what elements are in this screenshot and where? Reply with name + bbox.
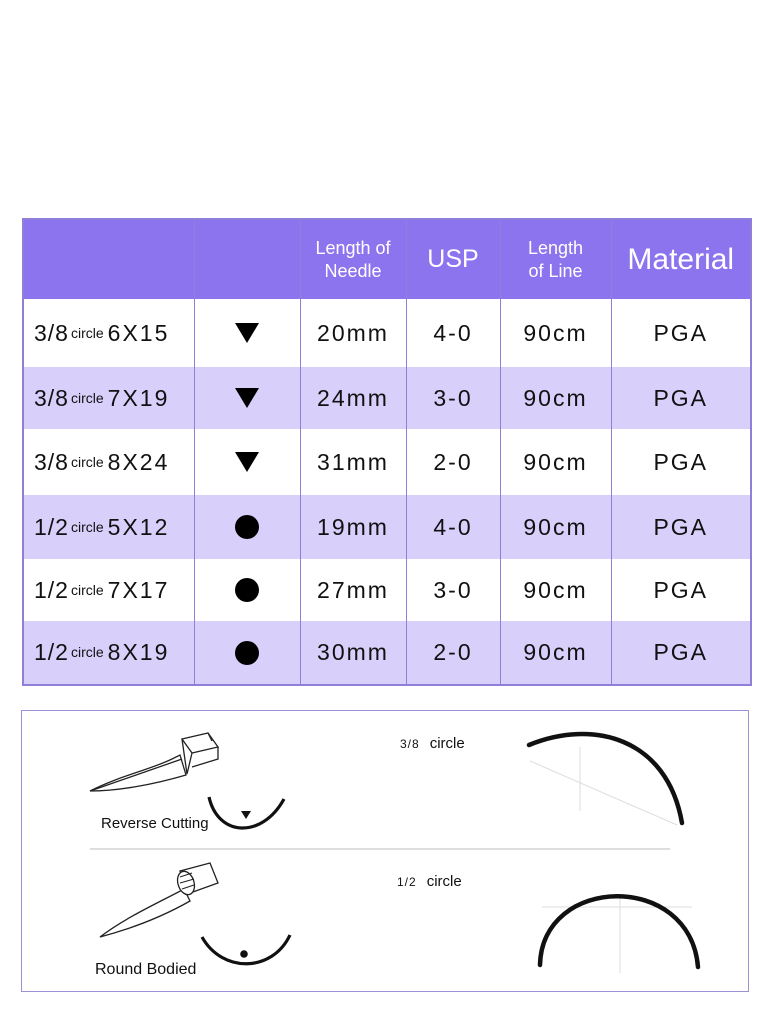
reverse-cutting-label: Reverse Cutting	[101, 815, 209, 832]
spec-size: 7X19	[107, 384, 170, 411]
table-header-row	[23, 219, 751, 299]
cell-usp: 4-0	[406, 299, 500, 367]
spec-size: 5X12	[107, 513, 170, 540]
cell-material: PGA	[611, 299, 751, 367]
three-eighths-circle-arc	[529, 734, 682, 825]
cell-material: PGA	[611, 367, 751, 429]
cell-spec	[23, 559, 194, 621]
table-row	[23, 495, 751, 559]
spec-size: 7X17	[107, 576, 170, 603]
spec-circle-word: circle	[70, 518, 104, 535]
table-row	[23, 621, 751, 685]
spec-fraction: 1/2	[34, 639, 69, 665]
cell-needle-length: 20mm	[300, 299, 406, 367]
cell-shape	[194, 429, 300, 495]
spec-fraction: 3/8	[34, 319, 69, 346]
round-body-dot-icon	[233, 639, 261, 667]
cell-shape	[194, 621, 300, 685]
cell-line-length: 90cm	[500, 367, 611, 429]
cell-usp: 4-0	[406, 495, 500, 559]
spec-size: 8X24	[107, 448, 170, 475]
cell-shape	[194, 559, 300, 621]
cell-spec	[23, 495, 194, 559]
three-eighths-circle-label	[400, 735, 465, 752]
table-row	[23, 367, 751, 429]
cell-line-length: 90cm	[500, 621, 611, 685]
header-spec	[23, 219, 194, 299]
header-length-of-line	[500, 219, 611, 299]
one-half-fraction: 1/2	[397, 875, 417, 889]
needle-diagram-drawing	[22, 711, 750, 993]
header-length-of-line-line1: Length	[527, 237, 584, 258]
cell-line-length: 90cm	[500, 429, 611, 495]
spec-circle-word: circle	[70, 644, 104, 660]
round-bodied-label: Round Bodied	[95, 961, 197, 978]
one-half-circle-label	[397, 873, 462, 890]
spec-size: 8X19	[107, 639, 170, 665]
round-bodied-needle-icon	[100, 863, 218, 937]
round-body-dot-icon	[233, 513, 261, 541]
cell-shape	[194, 367, 300, 429]
cell-line-length: 90cm	[500, 299, 611, 367]
spec-fraction: 1/2	[34, 513, 69, 540]
spec-circle-word: circle	[70, 453, 104, 470]
spec-circle-word: circle	[70, 324, 104, 341]
table-row	[23, 299, 751, 367]
spec-circle-word: circle	[70, 389, 104, 406]
cell-material: PGA	[611, 621, 751, 685]
cell-line-length: 90cm	[500, 495, 611, 559]
header-usp: USP	[406, 219, 500, 299]
cell-usp: 3-0	[406, 559, 500, 621]
round-bodied-curve-icon	[202, 935, 290, 964]
needle-diagram-panel	[21, 710, 749, 992]
reverse-cutting-curve-icon	[209, 797, 284, 828]
cell-needle-length: 19mm	[300, 495, 406, 559]
spec-circle-word: circle	[70, 581, 104, 598]
round-body-dot-icon	[233, 576, 261, 604]
three-eighths-word: circle	[429, 735, 465, 752]
cell-spec	[23, 429, 194, 495]
cell-usp: 3-0	[406, 367, 500, 429]
reverse-cutting-needle-icon	[90, 733, 218, 791]
cell-shape	[194, 299, 300, 367]
cell-spec	[23, 299, 194, 367]
reverse-cutting-triangle-icon	[233, 384, 261, 412]
cell-line-length: 90cm	[500, 559, 611, 621]
cell-usp: 2-0	[406, 621, 500, 685]
three-eighths-fraction: 3/8	[400, 737, 420, 751]
cell-usp: 2-0	[406, 429, 500, 495]
header-length-of-needle-line1: Length of	[315, 237, 391, 258]
needle-spec-table	[22, 218, 752, 686]
cell-needle-length: 24mm	[300, 367, 406, 429]
cell-spec	[23, 621, 194, 685]
one-half-word: circle	[426, 873, 462, 890]
spec-fraction: 1/2	[34, 576, 69, 603]
spec-size: 6X15	[107, 319, 170, 346]
header-length-of-needle-line2: Needle	[324, 260, 382, 281]
cell-needle-length: 31mm	[300, 429, 406, 495]
cell-needle-length: 27mm	[300, 559, 406, 621]
header-material: Material	[611, 219, 751, 299]
cell-needle-length: 30mm	[300, 621, 406, 685]
reverse-cutting-triangle-icon	[233, 448, 261, 476]
header-length-of-line-line2: of Line	[528, 260, 583, 281]
cell-material: PGA	[611, 559, 751, 621]
spec-fraction: 3/8	[34, 448, 69, 475]
header-length-of-needle	[300, 219, 406, 299]
table-row	[23, 559, 751, 621]
cell-shape	[194, 495, 300, 559]
reverse-cutting-triangle-icon	[233, 319, 261, 347]
table-row	[23, 429, 751, 495]
cell-material: PGA	[611, 495, 751, 559]
one-half-circle-arc	[540, 896, 698, 973]
table-body	[23, 299, 751, 685]
cell-material: PGA	[611, 429, 751, 495]
header-shape	[194, 219, 300, 299]
spec-fraction: 3/8	[34, 384, 69, 411]
cell-spec	[23, 367, 194, 429]
